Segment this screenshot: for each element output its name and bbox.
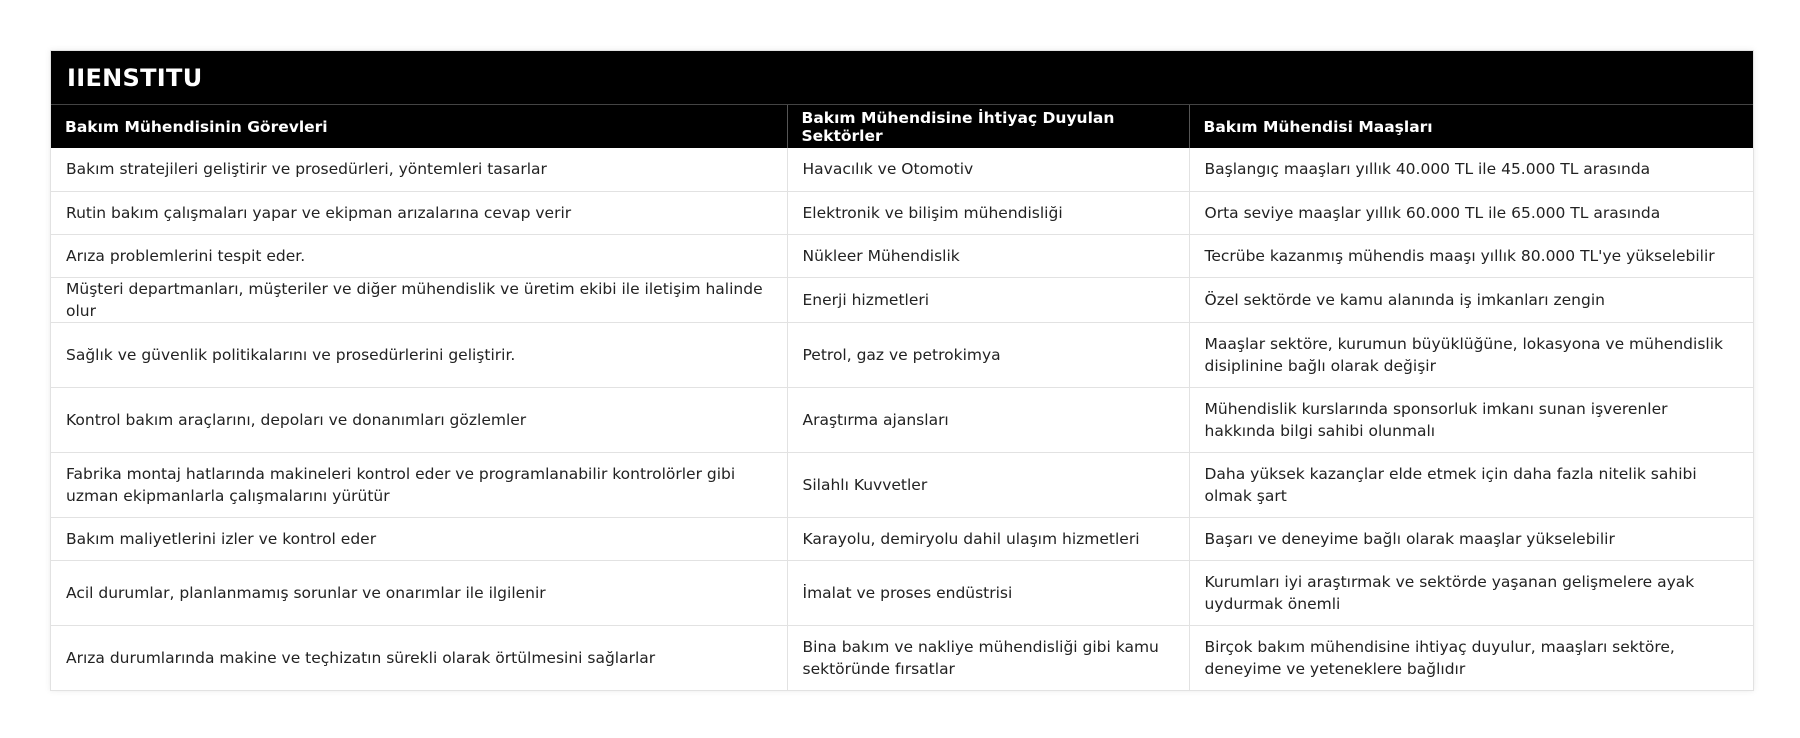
duty-cell: Bakım maliyetlerini izler ve kontrol eder xyxy=(51,517,787,560)
salary-cell: Mühendislik kurslarında sponsorluk imkanı sunan işverenler hakkında bilgi sahibi olunmalı xyxy=(1189,387,1753,452)
duty-cell: Müşteri departmanları, müşteriler ve diğer mühendislik ve üretim ekibi ile iletişim halinde olur xyxy=(51,277,787,322)
sector-cell: Nükleer Mühendislik xyxy=(787,234,1189,277)
duty-cell: Bakım stratejileri geliştirir ve prosedürleri, yöntemleri tasarlar xyxy=(51,148,787,191)
salary-cell: Maaşlar sektöre, kurumun büyüklüğüne, lokasyona ve mühendislik disiplinine bağlı olarak değişir xyxy=(1189,322,1753,387)
duty-cell: Rutin bakım çalışmaları yapar ve ekipman arızalarına cevap verir xyxy=(51,191,787,234)
sector-cell: Bina bakım ve nakliye mühendisliği gibi kamu sektöründe fırsatlar xyxy=(787,625,1189,690)
table-row xyxy=(51,560,1753,625)
header-salaries: Bakım Mühendisi Maaşları xyxy=(1189,105,1753,148)
engineer-table xyxy=(51,105,1753,690)
table-row xyxy=(51,517,1753,560)
salary-cell: Özel sektörde ve kamu alanında iş imkanları zengin xyxy=(1189,277,1753,322)
sector-cell: Petrol, gaz ve petrokimya xyxy=(787,322,1189,387)
salary-cell: Tecrübe kazanmış mühendis maaşı yıllık 80.000 TL'ye yükselebilir xyxy=(1189,234,1753,277)
duty-cell: Fabrika montaj hatlarında makineleri kontrol eder ve programlanabilir kontrolörler gibi uzman ekipmanlarla çalışmalarını yürütür xyxy=(51,452,787,517)
sector-cell: Elektronik ve bilişim mühendisliği xyxy=(787,191,1189,234)
table-row xyxy=(51,387,1753,452)
salary-cell: Orta seviye maaşlar yıllık 60.000 TL ile 65.000 TL arasında xyxy=(1189,191,1753,234)
table-header-row xyxy=(51,105,1753,148)
header-duties: Bakım Mühendisinin Görevleri xyxy=(51,105,787,148)
table-row xyxy=(51,322,1753,387)
table-row xyxy=(51,191,1753,234)
salary-cell: Kurumları iyi araştırmak ve sektörde yaşanan gelişmelere ayak uydurmak önemli xyxy=(1189,560,1753,625)
table-row xyxy=(51,625,1753,690)
sector-cell: Araştırma ajansları xyxy=(787,387,1189,452)
table-row xyxy=(51,452,1753,517)
duty-cell: Arıza durumlarında makine ve teçhizatın sürekli olarak örtülmesini sağlarlar xyxy=(51,625,787,690)
table-row xyxy=(51,234,1753,277)
sector-cell: Enerji hizmetleri xyxy=(787,277,1189,322)
salary-table-card xyxy=(50,50,1754,691)
brand-title: IIENSTITU xyxy=(51,51,1753,105)
duty-cell: Arıza problemlerini tespit eder. xyxy=(51,234,787,277)
duty-cell: Kontrol bakım araçlarını, depoları ve donanımları gözlemler xyxy=(51,387,787,452)
header-sectors: Bakım Mühendisine İhtiyaç Duyulan Sektörler xyxy=(787,105,1189,148)
salary-cell: Daha yüksek kazançlar elde etmek için daha fazla nitelik sahibi olmak şart xyxy=(1189,452,1753,517)
table-row xyxy=(51,148,1753,191)
duty-cell: Sağlık ve güvenlik politikalarını ve prosedürlerini geliştirir. xyxy=(51,322,787,387)
salary-cell: Başlangıç maaşları yıllık 40.000 TL ile 45.000 TL arasında xyxy=(1189,148,1753,191)
sector-cell: Silahlı Kuvvetler xyxy=(787,452,1189,517)
salary-cell: Birçok bakım mühendisine ihtiyaç duyulur, maaşları sektöre, deneyime ve yeteneklere bağlıdır xyxy=(1204,637,1675,678)
table-row xyxy=(51,277,1753,322)
sector-cell: İmalat ve proses endüstrisi xyxy=(787,560,1189,625)
duty-cell: Acil durumlar, planlanmamış sorunlar ve onarımlar ile ilgilenir xyxy=(51,560,787,625)
sector-cell: Karayolu, demiryolu dahil ulaşım hizmetleri xyxy=(787,517,1189,560)
sector-cell: Havacılık ve Otomotiv xyxy=(787,148,1189,191)
salary-cell: Başarı ve deneyime bağlı olarak maaşlar yükselebilir xyxy=(1189,517,1753,560)
